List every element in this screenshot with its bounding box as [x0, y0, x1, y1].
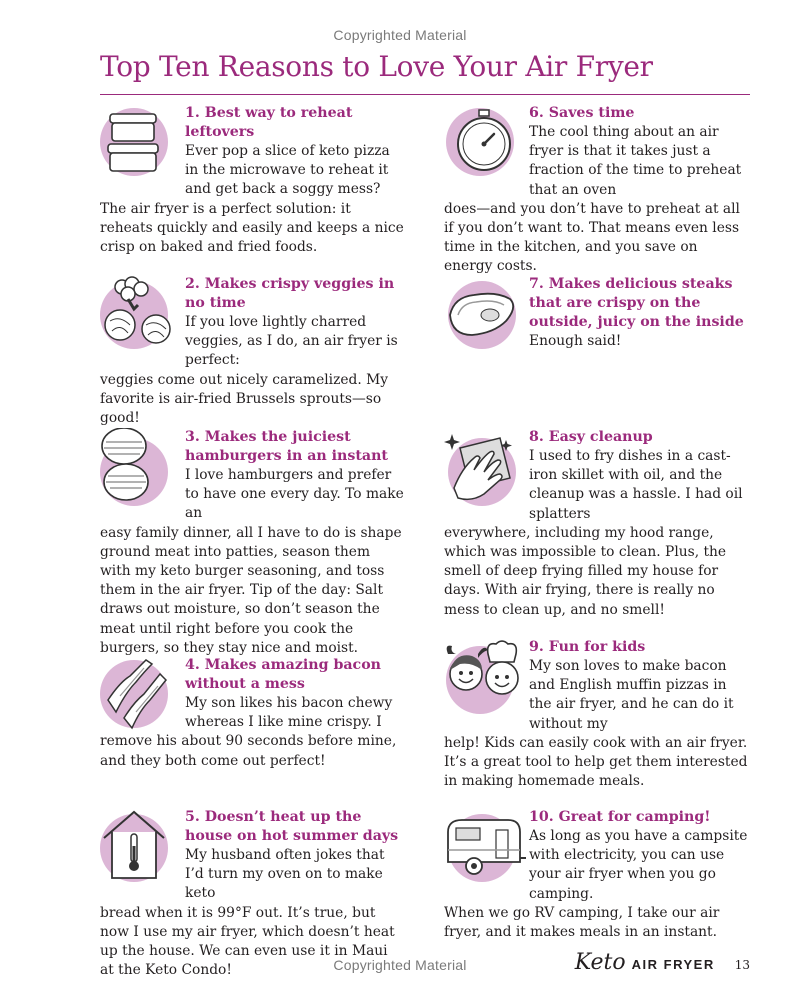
reason-text-intro: My son likes his bacon chewy whereas I like mine crispy. I	[185, 695, 393, 731]
reason-item-5	[100, 808, 405, 980]
burger-patties-icon	[100, 428, 182, 510]
reason-text-rest: does—and you don’t have to preheat at all if you don’t want to. That means even less time in the kitchen, and you save on energy costs.	[444, 200, 740, 275]
reason-text-rest: The air fryer is a perfect solution: it reheats quickly and easily and keeps a nice crisp on baked and fried foods.	[100, 200, 404, 256]
reason-text-rest: help! Kids can easily cook with an air fryer. It’s a great tool to help get them interested in making homemade meals.	[444, 734, 748, 790]
reason-text-intro: The cool thing about an air fryer is that it takes just a fraction of the time to preheat that an oven	[529, 124, 742, 198]
bacon-strips-icon	[100, 656, 182, 738]
page-number: 13	[734, 958, 750, 972]
food-containers-icon	[100, 104, 182, 186]
reason-heading: 5. Doesn’t heat up the house on hot summer days	[185, 809, 399, 844]
reason-heading: 3. Makes the juiciest hamburgers in an instant	[185, 429, 388, 464]
reason-heading: 8. Easy cleanup	[529, 429, 653, 445]
reason-text-rest: remove his about 90 seconds before mine, and they both come out perfect!	[100, 733, 397, 769]
page-footer	[575, 950, 750, 975]
reason-item-6	[444, 104, 749, 277]
reason-text-rest: easy family dinner, all I have to do is shape ground meat into patties, season them with my keto burger seasoning, and toss them in the air fryer. Tip of the day: Salt draws out moisture, so don’t season the meat until right before you cook the burgers, so they stay nice and moist.	[100, 524, 402, 656]
reason-item-9	[444, 638, 749, 791]
reason-heading: 10. Great for camping!	[529, 809, 711, 825]
reason-text-intro: I love hamburgers and prefer to have one every day. To make an	[185, 467, 404, 522]
reason-text-rest: everywhere, including my hood range, which was impossible to clean. Plus, the smell of deep frying filled my house for days. With air frying, there is really no mess to clean up, and no smell!	[444, 524, 727, 618]
broccoli-brussels-sprouts-icon	[100, 275, 182, 357]
reason-text-intro: My son loves to make bacon and English muffin pizzas in the air fryer, and he can do it without my	[529, 658, 734, 732]
house-thermometer-icon	[100, 808, 182, 890]
title-divider	[100, 94, 750, 95]
kids-chef-icon	[444, 638, 526, 720]
reason-item-7	[444, 275, 749, 351]
reason-heading: 1. Best way to reheat leftovers	[185, 105, 353, 140]
reason-item-1	[100, 104, 405, 257]
reason-heading: 2. Makes crispy veggies in no time	[185, 276, 395, 311]
reason-text-rest: When we go RV camping, I take our air fryer, and it makes meals in an instant.	[444, 904, 720, 941]
reason-text-rest: bread when it is 99°F out. It’s true, but now I use my air fryer, which doesn’t heat up the house. We can even use it in Maui at the Keto Condo!	[100, 904, 395, 979]
copyright-notice-top: Copyrighted Material	[333, 27, 467, 43]
reason-text-rest: veggies come out nicely caramelized. My favorite is air-fried Brussels sprouts—so good!	[100, 371, 389, 427]
reason-text-intro: If you love lightly charred veggies, as I do, an air fryer is perfect:	[185, 314, 398, 369]
reason-item-8	[444, 428, 749, 620]
reason-heading: 9. Fun for kids	[529, 639, 646, 655]
reason-item-3	[100, 428, 405, 658]
reason-text-intro: As long as you have a campsite with electricity, you can use your air fryer when you go camping.	[529, 828, 748, 902]
reason-text-intro: Ever pop a slice of keto pizza in the microwave to reheat it and get back a soggy mess?	[185, 143, 390, 198]
reason-item-4	[100, 656, 405, 771]
footer-book-title: AIR FRYER	[631, 957, 715, 972]
hand-wiping-icon	[444, 428, 526, 510]
stopwatch-icon	[444, 104, 526, 186]
copyright-notice-bottom: Copyrighted Material	[333, 957, 467, 973]
reason-heading: 7. Makes delicious steaks that are crispy on the outside, juicy on the inside	[529, 276, 744, 330]
reason-item-2	[100, 275, 405, 428]
reason-text-intro: My husband often jokes that I’d turn my oven on to make keto	[185, 847, 385, 902]
camper-trailer-icon	[444, 808, 526, 890]
reason-heading: 4. Makes amazing bacon without a mess	[185, 657, 381, 692]
reason-item-10	[444, 808, 749, 942]
page-title: Top Ten Reasons to Love Your Air Fryer	[100, 50, 653, 83]
reason-text-intro: I used to fry dishes in a cast-iron skillet with oil, and the cleanup was a hassle. I had oil splatters	[529, 448, 743, 522]
reason-heading: 6. Saves time	[529, 105, 635, 121]
reason-text-intro: Enough said!	[529, 333, 622, 349]
steak-icon	[444, 275, 526, 357]
footer-book-script-title: Keto	[574, 950, 626, 975]
